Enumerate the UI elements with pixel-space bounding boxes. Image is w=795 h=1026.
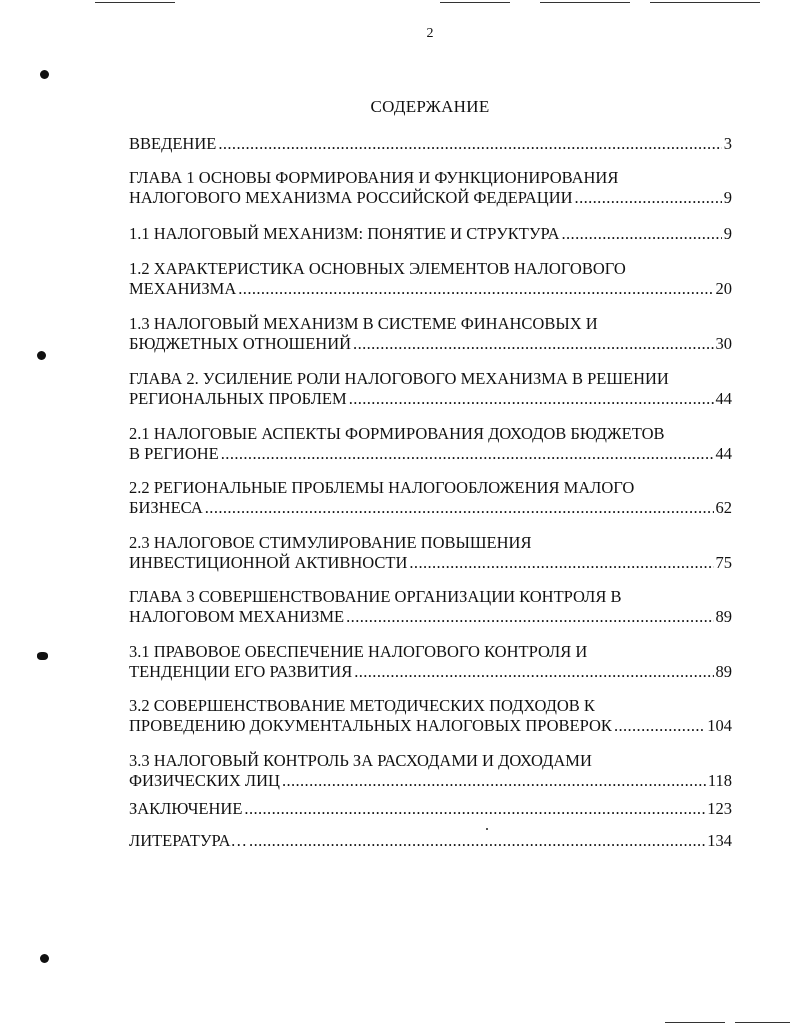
page-title: СОДЕРЖАНИЕ [370,97,490,116]
dot-leader [354,662,713,682]
toc-entry-line [129,188,732,208]
toc-entry-line [129,134,732,154]
toc-page-number: 30 [715,334,732,353]
toc-page-number: 44 [715,389,732,408]
scan-edge-line [665,1022,725,1023]
toc-entry[interactable] [129,369,732,409]
dot-leader [409,553,713,573]
toc-entry[interactable] [129,224,732,244]
toc-entry-title: РЕГИОНАЛЬНЫХ ПРОБЛЕМ [129,389,347,408]
toc-page-number: 75 [715,553,732,572]
toc-entry-line [129,444,732,464]
scan-edge-line [650,2,760,3]
toc-entry-heading: 2.3 НАЛОГОВОЕ СТИМУЛИРОВАНИЕ ПОВЫШЕНИЯ [129,533,532,552]
scan-edge-line [440,2,510,3]
punch-hole-mark [37,652,48,660]
toc-entry[interactable] [129,533,732,573]
toc-entry-title: БИЗНЕСА [129,498,203,517]
punch-hole-mark [37,351,46,360]
toc-entry-title: 1.1 НАЛОГОВЫЙ МЕХАНИЗМ: ПОНЯТИЕ И СТРУКТУРА [129,224,560,243]
toc-entry-title: ВВЕДЕНИЕ [129,134,217,153]
toc-entry-title: НАЛОГОВОГО МЕХАНИЗМА РОССИЙСКОЙ ФЕДЕРАЦИИ [129,188,573,207]
scan-speck [486,828,488,830]
dot-leader [575,188,722,208]
page-number: 2 [426,26,434,41]
toc-entry-title: ЛИТЕРАТУРА… [129,831,248,850]
punch-hole-mark [40,954,49,963]
toc-entry-line [129,662,732,682]
toc-entry-heading: 1.3 НАЛОГОВЫЙ МЕХАНИЗМ В СИСТЕМЕ ФИНАНСОВЫХ И [129,314,598,333]
dot-leader [221,444,714,464]
toc-entry-line [129,771,732,791]
toc-entry-line [129,716,732,736]
toc-entry-line [129,607,732,627]
toc-entry-heading: 2.1 НАЛОГОВЫЕ АСПЕКТЫ ФОРМИРОВАНИЯ ДОХОДОВ БЮДЖЕТОВ [129,424,665,443]
toc-entry[interactable] [129,587,732,627]
toc-page-number: 9 [723,188,732,207]
dot-leader [614,716,705,736]
dot-leader [238,279,713,299]
toc-page-number: 89 [715,662,732,681]
toc-page-number: 89 [715,607,732,626]
toc-entry-line [129,498,732,518]
toc-entry[interactable] [129,478,732,518]
toc-entry-heading: 3.3 НАЛОГОВЫЙ КОНТРОЛЬ ЗА РАСХОДАМИ И ДОХОДАМИ [129,751,592,770]
toc-entry-line [129,553,732,573]
toc-entry-heading: 1.2 ХАРАКТЕРИСТИКА ОСНОВНЫХ ЭЛЕМЕНТОВ НАЛОГОВОГО [129,259,626,278]
toc-entry[interactable] [129,259,732,299]
toc-entry-line [129,279,732,299]
toc-page-number: 3 [723,134,732,153]
dot-leader [282,771,706,791]
toc-page-number: 62 [715,498,732,517]
toc-entry-line [129,389,732,409]
toc-entry-heading: 2.2 РЕГИОНАЛЬНЫЕ ПРОБЛЕМЫ НАЛОГООБЛОЖЕНИЯ МАЛОГО [129,478,635,497]
toc-entry-title: В РЕГИОНЕ [129,444,219,463]
scan-edge-line [95,2,175,3]
dot-leader [218,134,721,154]
toc-entry-title: НАЛОГОВОМ МЕХАНИЗМЕ [129,607,345,626]
toc-entry-title: ИНВЕСТИЦИОННОЙ АКТИВНОСТИ [129,553,408,572]
toc-entry-heading: 3.2 СОВЕРШЕНСТВОВАНИЕ МЕТОДИЧЕСКИХ ПОДХОДОВ К [129,696,595,715]
toc-entry[interactable] [129,424,732,464]
scan-edge-line [735,1022,790,1023]
toc-entry-title: БЮДЖЕТНЫХ ОТНОШЕНИЙ [129,334,352,353]
dot-leader [249,831,705,851]
toc-page-number: 20 [715,279,732,298]
toc-entry-line [129,799,732,819]
toc-entry[interactable] [129,168,732,208]
scan-edge-line [540,2,630,3]
toc-entry[interactable] [129,696,732,736]
toc-entry-line [129,224,732,244]
dot-leader [205,498,714,518]
toc-entry[interactable] [129,642,732,682]
toc-entry[interactable] [129,134,732,154]
toc-entry-line [129,831,732,851]
toc-page-number: 134 [707,831,732,850]
toc-page-number: 44 [715,444,732,463]
toc-entry-title: ФИЗИЧЕСКИХ ЛИЦ [129,771,280,790]
toc-entry[interactable] [129,314,732,354]
toc-page-number: 9 [723,224,732,243]
toc-entry-title: ПРОВЕДЕНИЮ ДОКУМЕНТАЛЬНЫХ НАЛОГОВЫХ ПРОВЕРОК [129,716,612,735]
dot-leader [353,334,713,354]
dot-leader [349,389,714,409]
punch-hole-mark [40,70,49,79]
toc-page-number: 118 [707,771,732,790]
toc-page-number: 123 [707,799,732,818]
toc-entry[interactable] [129,751,732,791]
toc-entry-title: ЗАКЛЮЧЕНИЕ [129,799,243,818]
dot-leader [244,799,705,819]
toc-entry[interactable] [129,799,732,819]
toc-entry-heading: ГЛАВА 1 ОСНОВЫ ФОРМИРОВАНИЯ И ФУНКЦИОНИРОВАНИЯ [129,168,619,187]
dot-leader [346,607,713,627]
toc-entry[interactable] [129,831,732,851]
toc-entry-title: МЕХАНИЗМА [129,279,237,298]
dot-leader [562,224,722,244]
toc-entry-title: ТЕНДЕНЦИИ ЕГО РАЗВИТИЯ [129,662,353,681]
toc-entry-line [129,334,732,354]
toc-page-number: 104 [707,716,732,735]
toc-entry-heading: ГЛАВА 2. УСИЛЕНИЕ РОЛИ НАЛОГОВОГО МЕХАНИЗМА В РЕШЕНИИ [129,369,669,388]
toc-entry-heading: ГЛАВА 3 СОВЕРШЕНСТВОВАНИЕ ОРГАНИЗАЦИИ КОНТРОЛЯ В [129,587,622,606]
toc-entry-heading: 3.1 ПРАВОВОЕ ОБЕСПЕЧЕНИЕ НАЛОГОВОГО КОНТРОЛЯ И [129,642,588,661]
